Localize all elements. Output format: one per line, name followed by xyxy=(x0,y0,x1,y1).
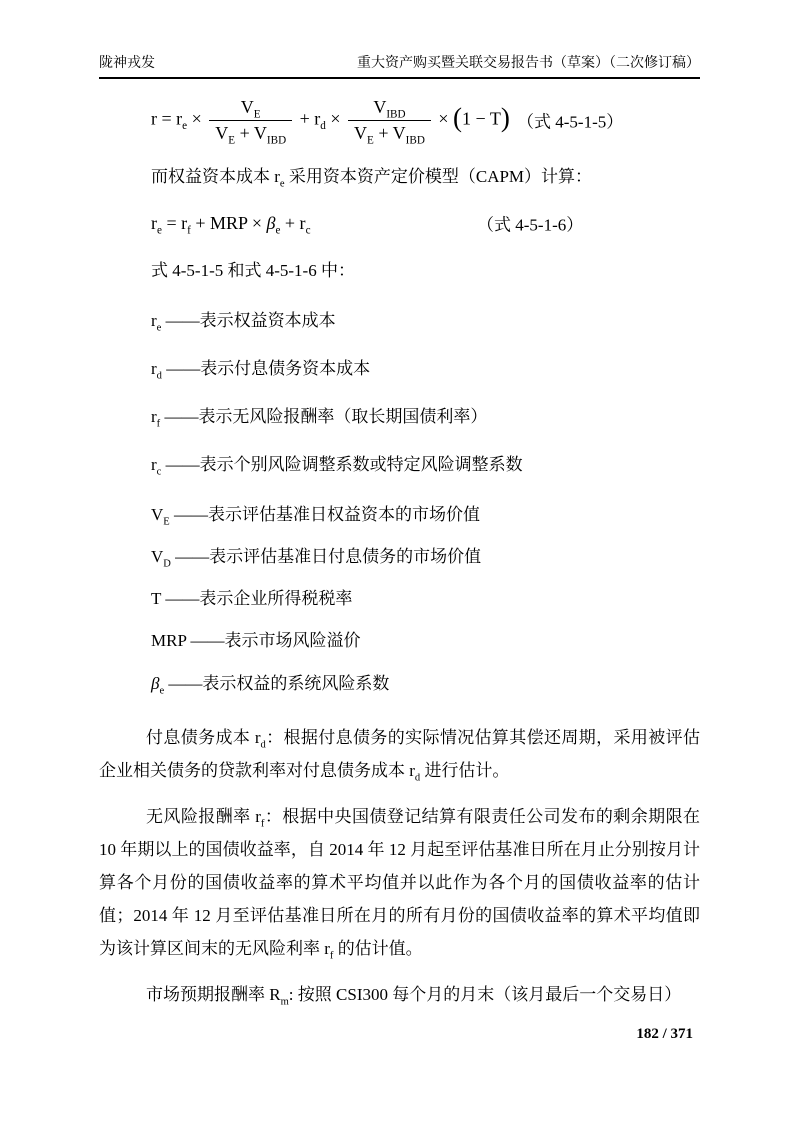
header-left-title: 陇神戎发 xyxy=(99,56,155,71)
body-paragraph: 无风险报酬率 $r_f$：根据中央国债登记结算有限责任公司发布的剩余期限在 10 年期以上的国债收益率，自 2014 年 12 月起至评估基准日所在月止分别按月计算各个月份的国债收益率的算术平均值并以此作为各个月的国债收益率的估计值；2014 年 12 月至评估基准日所在月的所有月份的国债收益率的算术平均值即为该计算区间末的无风险利率 $r_f$ 的估计值。 xyxy=(99,807,701,962)
definition-line: $V_E$ ——表示评估基准日权益资本的市场价值 xyxy=(151,505,480,528)
formula-wacc-label: （式 4-5-1-5） xyxy=(517,112,624,132)
fraction: $\frac{V_E}{V_E + V_{IBD}}$ xyxy=(209,97,292,144)
definition-line: $r_f$ ——表示无风险报酬率（取长期国债利率） xyxy=(151,407,488,430)
symbol-definitions xyxy=(99,310,700,695)
definition-line: $V_D$ ——表示评估基准日付息债务的市场价值 xyxy=(151,547,482,570)
fraction: $\frac{V_{IBD}}{V_E + V_{IBD}}$ xyxy=(348,97,431,144)
definition-line: $r_c$ ——表示个别风险调整系数或特定风险调整系数 xyxy=(151,455,523,478)
capm-intro-line: 而权益资本成本 $r_e$ 采用资本资产定价模型（CAPM）计算： xyxy=(151,167,593,190)
body-paragraph: 市场预期报酬率 $R_m$: 按照 CSI300 每个月的月末（该月最后一个交易日） xyxy=(146,985,682,1008)
formula-capm-row xyxy=(151,208,700,238)
body-paragraphs xyxy=(99,721,700,1011)
definition-line: MRP ——表示市场风险溢价 xyxy=(151,631,361,650)
definition-line: $\beta_e$ ——表示权益的系统风险系数 xyxy=(151,674,390,697)
definition-line: T ——表示企业所得税税率 xyxy=(151,589,353,608)
formula-capm-label: （式 4-5-1-6） xyxy=(477,215,584,235)
header-right-title: 重大资产购买暨关联交易报告书（草案）（二次修订稿） xyxy=(357,56,700,71)
definition-line: $r_e$ ——表示权益资本成本 xyxy=(151,311,336,334)
page-content xyxy=(99,86,700,1024)
page-number: 182 / 371 xyxy=(636,1026,693,1042)
formula-wacc-row xyxy=(151,92,700,148)
formula-wacc: $r = r_e$ × $\frac{V_E}{V_E + V_{IBD}}$ + $r_d$ × $\frac{V_{IBD}}{V_E + V_{IBD}}$ × (1 − T) xyxy=(151,96,510,147)
body-paragraph: 付息债务成本 $r_d$：根据付息债务的实际情况估算其偿还周期，采用被评估企业相关债务的贷款利率对付息债务成本 $r_d$ 进行估计。 xyxy=(99,728,700,784)
formula-capm: $r_e = r_f$ + MRP × $\beta_e + r_c$ xyxy=(151,212,311,237)
definition-line: $r_d$ ——表示付息债务资本成本 xyxy=(151,359,371,382)
page-header xyxy=(99,52,700,79)
formula-where-line: 式 4-5-1-5 和式 4-5-1-6 中： xyxy=(151,261,355,280)
